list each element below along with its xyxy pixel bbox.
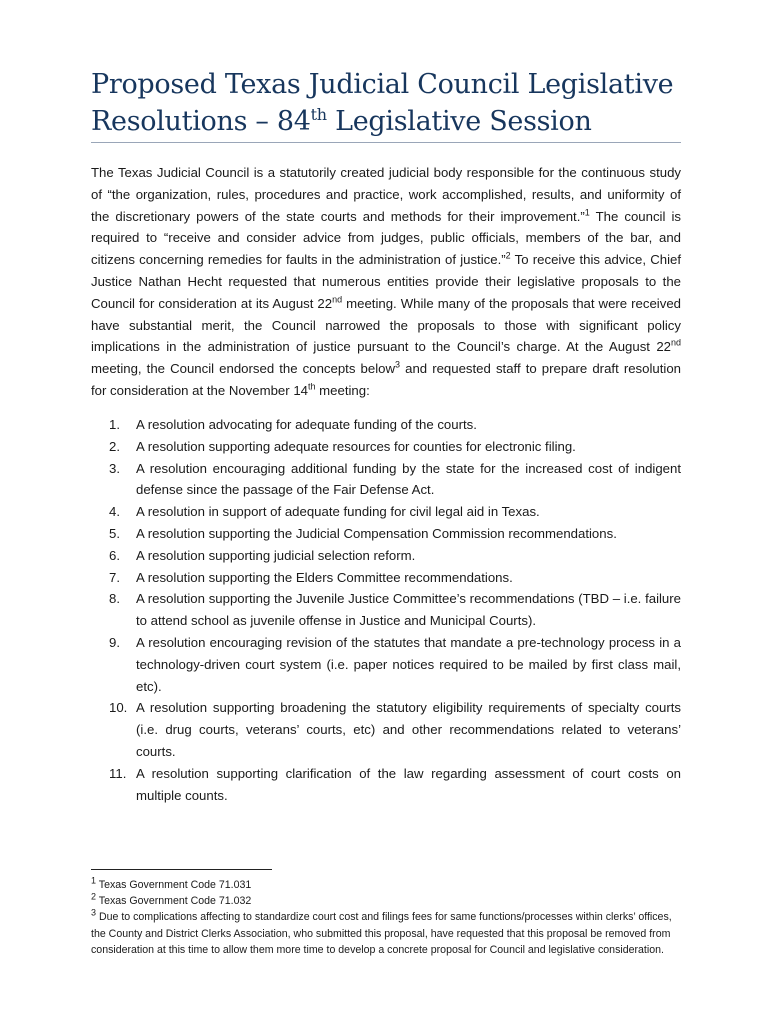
- list-item: [91, 567, 681, 589]
- list-number: 7.: [109, 569, 120, 585]
- list-text: A resolution supporting broadening the statutory eligibility requirements of specialty courts (i.e. drug courts, veterans’ courts, etc) and other recommendations related to veterans’ courts.: [136, 700, 681, 759]
- list-item: [91, 763, 681, 807]
- list-text: A resolution in support of adequate funding for civil legal aid in Texas.: [136, 504, 540, 520]
- list-text: A resolution supporting adequate resources for counties for electronic filing.: [136, 438, 576, 454]
- footnote-separator: [91, 869, 272, 870]
- footnote-mark: 1: [91, 875, 97, 886]
- list-number: 9.: [109, 634, 120, 650]
- list-item: [91, 436, 681, 458]
- list-item: [91, 545, 681, 567]
- list-item: [91, 523, 681, 545]
- list-number: 2.: [109, 438, 120, 454]
- footnote-1: [91, 877, 681, 893]
- list-text: A resolution supporting the Judicial Compensation Commission recommendations.: [136, 525, 617, 541]
- footnote-text: Texas Government Code 71.031: [96, 879, 252, 891]
- ordinal-suffix: nd: [332, 294, 343, 305]
- list-item: [91, 414, 681, 436]
- list-number: 3.: [109, 460, 120, 476]
- footnotes: [91, 877, 681, 958]
- intro-text-6: and requested staff to prepare draft resolution for consideration at the November 14: [91, 361, 682, 398]
- intro-paragraph: [91, 162, 681, 402]
- list-number: 8.: [109, 591, 120, 607]
- ordinal-suffix: th: [307, 381, 316, 392]
- intro-text-5: meeting, the Council endorsed the concepts below: [91, 361, 395, 377]
- list-number: 4.: [109, 504, 120, 520]
- footnote-ref-2[interactable]: 2: [505, 250, 511, 261]
- intro-text-4: meeting. While many of the proposals that were received have substantial merit, the Council narrowed the proposals to those with significant policy implications in the administration of justice pursuant to the Council’s charge. At the August 22: [91, 295, 681, 355]
- list-number: 11.: [109, 765, 127, 781]
- intro-text-1: The Texas Judicial Council is a statutorily created judicial body responsible for the continuous study of “the organization, rules, procedures and practice, work accomplished, results, and uniformity of the discretionary powers of the state courts and methods for their improvement.”: [91, 165, 681, 224]
- page-title: [91, 66, 691, 140]
- list-text: A resolution supporting the Juvenile Justice Committee’s recommendations (TBD – i.e. failure to attend school as juvenile offense in Justice and Municipal Courts).: [136, 591, 681, 629]
- footnote-text: Texas Government Code 71.032: [96, 895, 252, 908]
- title-line-1: Proposed Texas Judicial Council Legislative: [91, 69, 674, 100]
- list-text: A resolution encouraging revision of the statutes that mandate a pre-technology process in a technology-driven court system (i.e. paper notices required to be mailed by first class mail, etc).: [136, 634, 681, 694]
- list-item: [91, 588, 681, 632]
- list-number: 1.: [109, 417, 120, 432]
- list-item: [91, 458, 681, 502]
- list-number: 5.: [109, 525, 120, 541]
- list-item: [91, 632, 681, 697]
- footnote-3: [91, 909, 681, 958]
- footnote-mark: 3: [91, 907, 97, 918]
- footnote-ref-3[interactable]: 3: [395, 359, 401, 370]
- list-item: [91, 697, 681, 762]
- list-number: 10.: [109, 700, 128, 716]
- intro-text-7: meeting:: [315, 382, 370, 398]
- resolution-list: [91, 414, 681, 806]
- title-superscript: th: [310, 105, 327, 124]
- title-divider: [91, 142, 681, 143]
- intro-text-2: The council is required to “receive and consider advice from judges, public officials, members of the bar, and citizens concerning remedies for faults in the administration of justice.”: [91, 208, 681, 268]
- title-line-2b: Legislative Session: [326, 106, 592, 137]
- footnote-mark: 2: [91, 891, 97, 902]
- intro-text-3: To receive this advice, Chief Justice Nathan Hecht requested that numerous entities provide their legislative proposals to the Council for consideration at its August 22: [91, 252, 681, 311]
- footnote-2: [91, 893, 681, 909]
- title-line-2a: Resolutions – 84: [91, 106, 311, 137]
- list-text: A resolution supporting the Elders Committee recommendations.: [136, 569, 513, 585]
- ordinal-suffix: nd: [670, 337, 681, 348]
- list-number: 6.: [109, 547, 120, 563]
- footnote-ref-1[interactable]: 1: [584, 207, 590, 218]
- list-item: [91, 501, 681, 523]
- list-text: A resolution supporting clarification of the law regarding assessment of court costs on multiple counts.: [136, 765, 681, 803]
- list-text: A resolution advocating for adequate funding of the courts.: [136, 417, 477, 432]
- list-text: A resolution encouraging additional funding by the state for the increased cost of indigent defense since the passage of the Fair Defense Act.: [136, 460, 681, 498]
- list-text: A resolution supporting judicial selection reform.: [136, 547, 416, 563]
- footnote-text: Due to complications affecting to standardize court cost and filings fees for same functions/processes within clerks’ offices, the County and District Clerks Association, who submitted this proposal, have requested that this proposal be removed from consideration at this time to allow them more time to develop a concrete proposal for Council and legislative consideration.: [91, 911, 672, 956]
